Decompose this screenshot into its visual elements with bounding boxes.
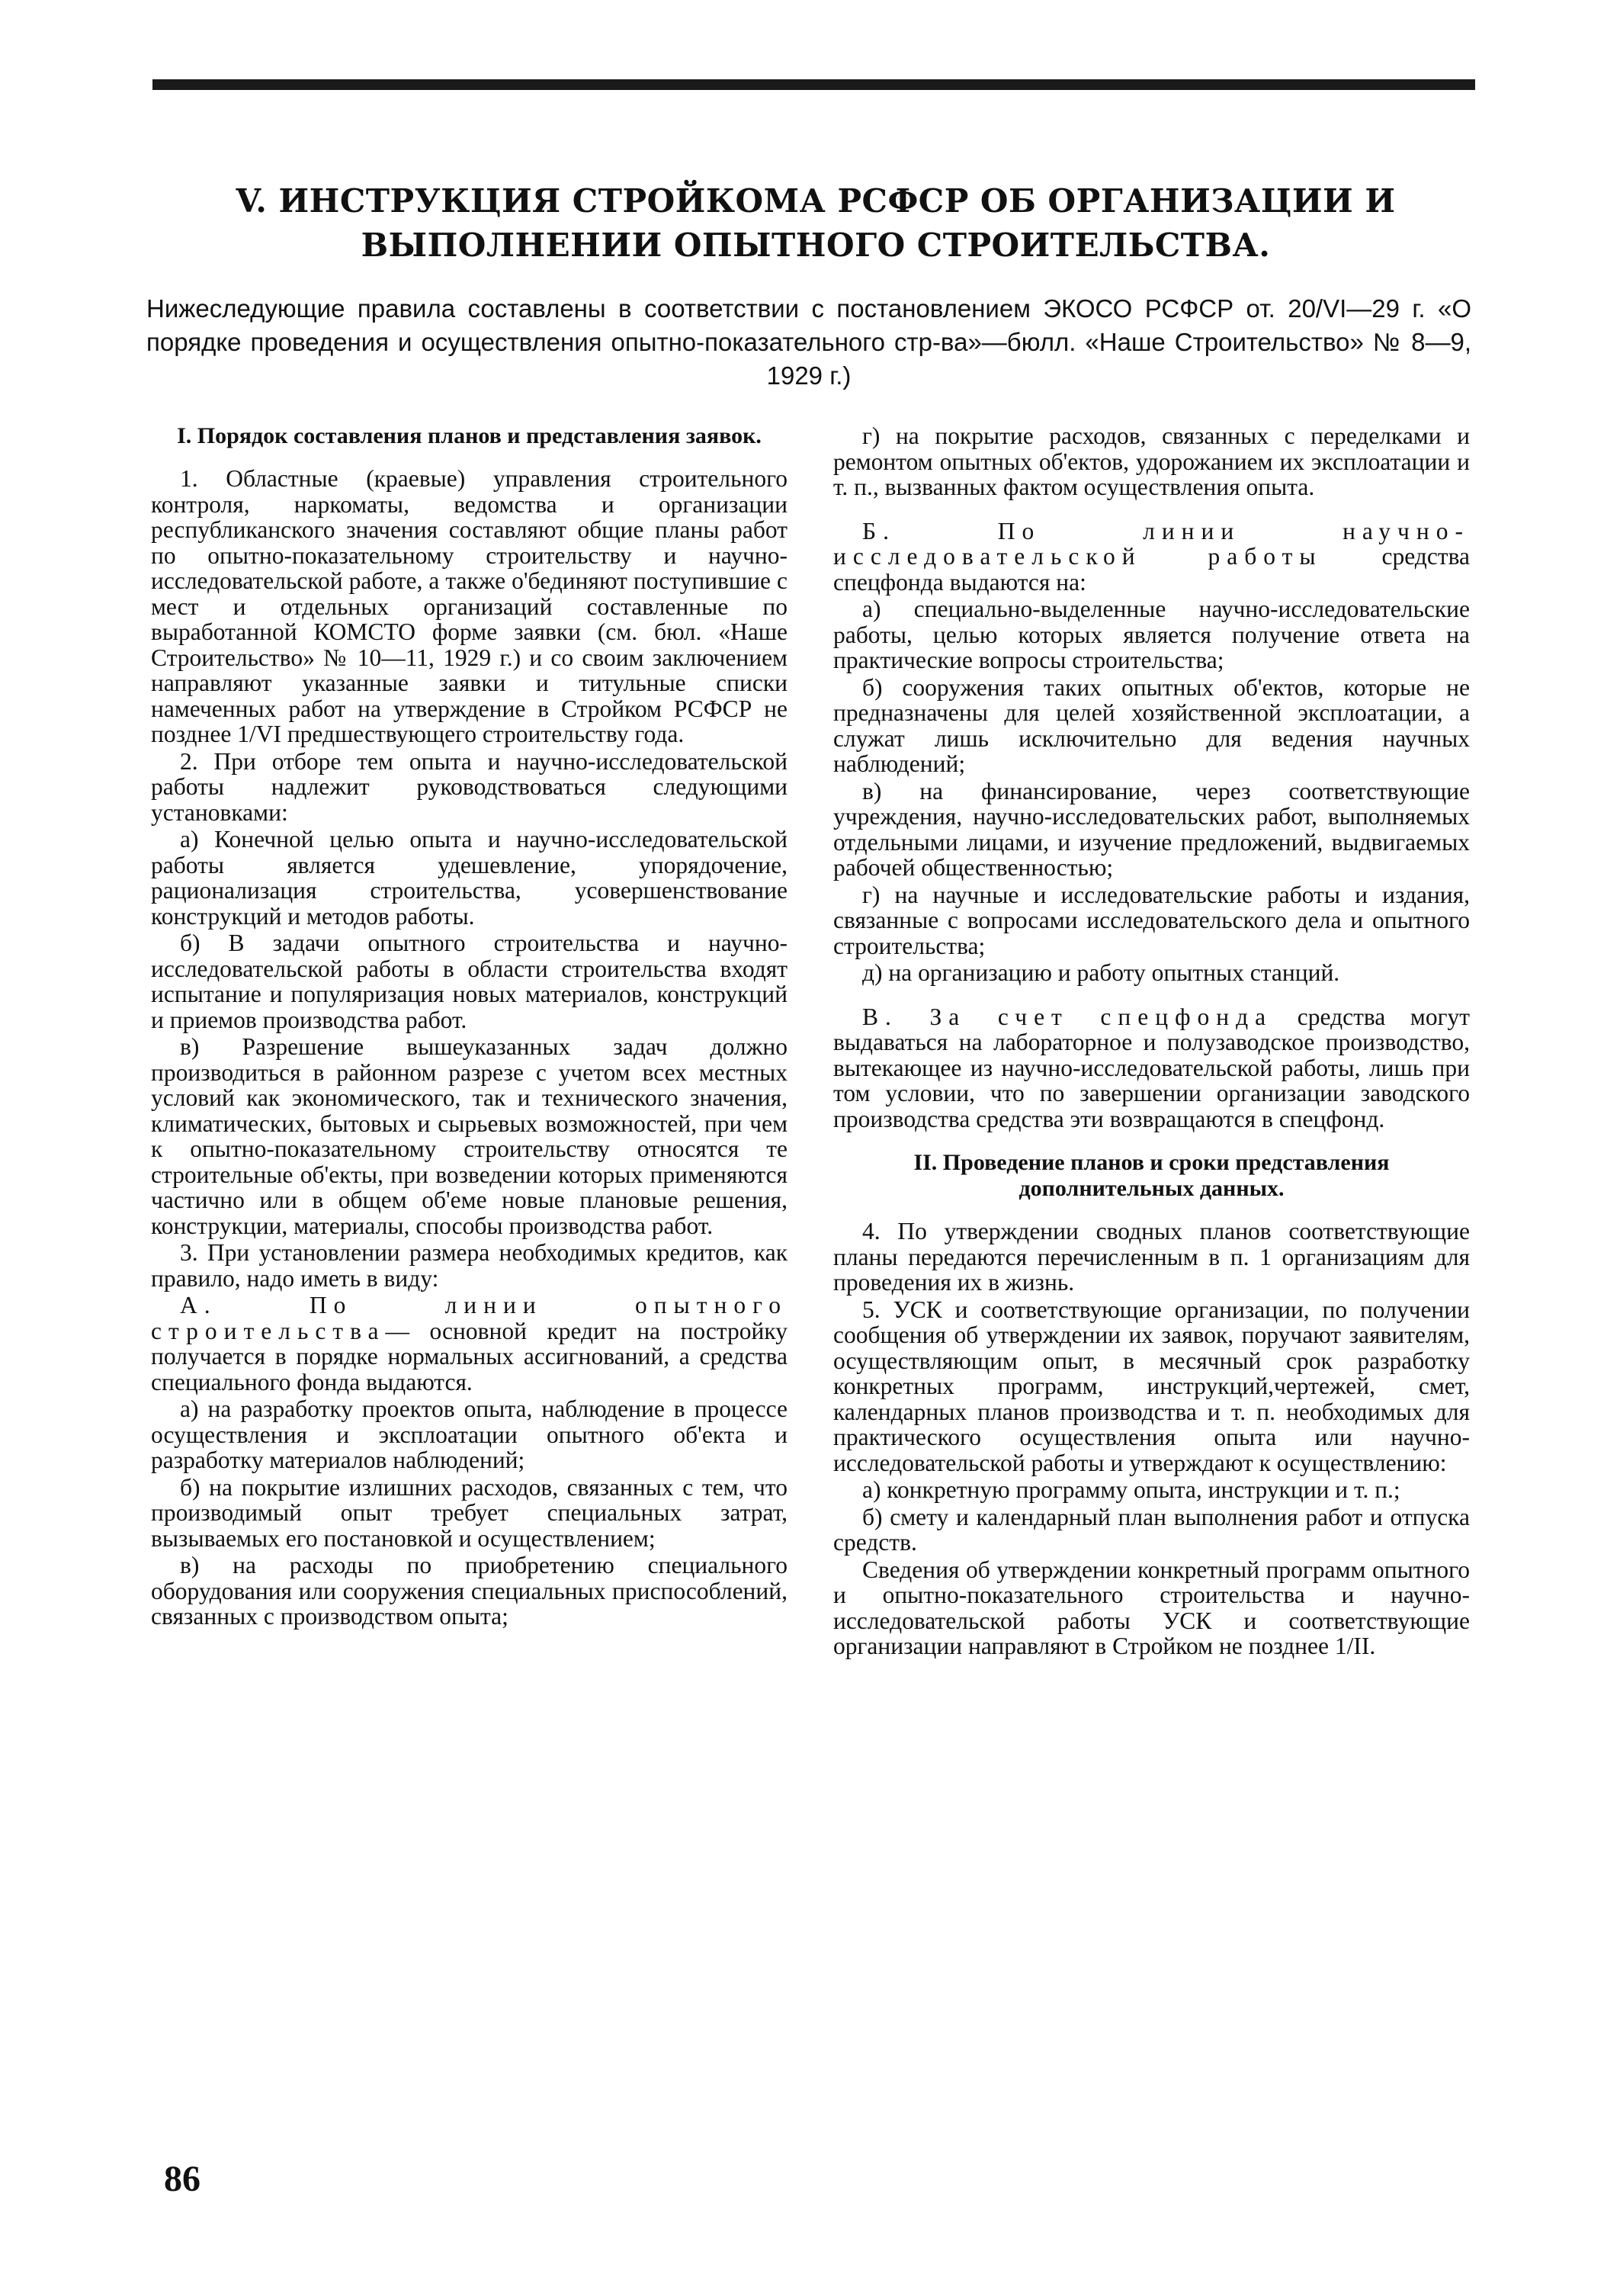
paragraph-V-text: средства могут выдаваться на лабораторное и полузаводское производство, вытекающее из научно-исследовательской работы, лишь при том условии, что по завершении организации заводского производства средства эти возвращаются в спецфонд.	[833, 1003, 1471, 1132]
right-column	[833, 423, 1470, 1661]
paragraph-B	[833, 519, 1470, 596]
paragraph-3a: а) на разработку проектов опыта, наблюдение в процессе осуществления и эксплоатации опытного об'екта и разработку материалов наблюдений;	[151, 1395, 788, 1473]
paragraph-3b: б) на покрытие излишних расходов, связанных с тем, что производимый опыт требует специальных затрат, вызываемых его постановкой и осуществлением;	[151, 1473, 788, 1552]
spaced-heading-A: А. По линии опытного строительства	[151, 1292, 788, 1344]
section-2-heading: II. Проведение планов и сроки представления дополнительных данных.	[913, 1150, 1390, 1201]
paragraph-5b: б) смету и календарный план выполнения работ и отпуска средств.	[833, 1503, 1470, 1556]
top-rule	[152, 79, 1475, 90]
paragraph-5c: Сведения об утверждении конкретный программ опытного и опытно-показательного строительства и научно-исследовательской работы УСК и соответствующие организации направляют в Стройком не позднее 1/II.	[833, 1556, 1470, 1659]
paragraph-B-text: средства спецфонда выдаются на:	[833, 543, 1471, 596]
paragraph-5: 5. УСК и соответствующие организации, по получении сообщения об утверждении их заявок, поручают заявителям, осуществляющим опыт, в месячный срок разработку конкретных программ, инструкций,чертежей, смет, календарных планов производства и т. п. необходимых для практического осуществления опыта или научно-исследовательской работы и утверждают к осуществлению:	[833, 1296, 1470, 1476]
spaced-heading-B: Б. По линии научно-исследовательской работы	[833, 517, 1470, 570]
paragraph-Ba: а) специально-выделенные научно-исследовательские работы, целью которых является получение ответа на практические вопросы строительства;	[833, 596, 1470, 673]
paragraph-2: 2. При отборе тем опыта и научно-исследовательской работы надлежит руководствоваться следующими установками:	[151, 747, 788, 826]
paragraph-5a: а) конкретную программу опыта, инструкции и т. п.;	[862, 1476, 1400, 1503]
paragraph-3g: г) на покрытие расходов, связанных с переделками и ремонтом опытных об'ектов, удорожанием их эксплоатации и т. п., вызванных фактом осуществления опыта.	[833, 422, 1470, 500]
section-1-heading: I. Порядок составления планов и представления заявок.	[177, 423, 762, 448]
paragraph-V	[833, 1004, 1470, 1132]
intro-paragraph: Нижеследующие правила составлены в соответствии с постановлением ЭКОСО РСФСР от. 20/VI—29 г. «О порядке проведения и осуществления опытно-показательного стр-ва»—бюлл. «Наше Строительство» № 8—9, 1929 г.)	[146, 294, 1471, 390]
paragraph-Bv: в) на финансирование, через соответствующие учреждения, научно-исследовательских работ, выполняемых отдельными лицами, и изучение предложений, выдвигаемых рабочей общественностью;	[833, 777, 1470, 881]
paragraph-3A-text: — основной кредит на постройку получается в порядке нормальных ассигнований, а средства специального фонда выдаются.	[151, 1317, 788, 1395]
paragraph-4: 4. По утверждении сводных планов соответствующие планы передаются перечисленным в п. 1 организациям для проведения их в жизнь.	[833, 1218, 1470, 1296]
paragraph-3v: в) на расходы по приобретению специального оборудования или сооружения специальных приспособлений, связанных с производством опыта;	[151, 1552, 788, 1630]
paragraph-3A	[151, 1293, 788, 1395]
paragraph-2b: б) В задачи опытного строительства и научно-исследовательской работы в области строительства входят испытание и популяризация новых материалов, конструкций и приемов производства работ.	[151, 930, 788, 1033]
paragraph-3: 3. При установлении размера необходимых кредитов, как правило, надо иметь в виду:	[151, 1239, 788, 1292]
page-number: 86	[164, 2159, 200, 2199]
paragraph-Bd: д) на организацию и работу опытных станций.	[862, 959, 1340, 986]
paragraph-2c: в) Разрешение вышеуказанных задач должно производиться в районном разрезе с учетом всех местных условий как экономического, так и технического значения, климатических, бытовых и сырьевых возможностей, при чем к опытно-показательному строительству относятся те строительные об'екты, при возведении которых применяются частично или в общем об'еме новые плановые решения, конструкции, материалы, способы производства работ.	[151, 1033, 788, 1239]
left-column	[151, 423, 788, 1631]
paragraph-1: 1. Областные (краевые) управления строительного контроля, наркоматы, ведомства и организации республиканского значения составляют общие планы работ по опытно-показательному строительству и научно-исследовательской работе, а также о'бединяют поступившие с мест и отдельных организаций составленные по выработанной КОМСТО форме заявки (см. бюл. «Наше Строительство» № 10—11, 1929 г.) и со своим заключением направляют указанные заявки и титульные списки намеченных работ на утверждение в Стройком РСФСР не позднее 1/VI предшествующего строительству года.	[151, 465, 788, 747]
spaced-heading-V: В. За счет спецфонда	[862, 1003, 1273, 1030]
paragraph-Bg: г) на научные и исследовательские работы и издания, связанные с вопросами исследовательского дела и опытного строительства;	[833, 881, 1470, 959]
page-title: V. ИНСТРУКЦИЯ СТРОЙКОМА РСФСР ОБ ОРГАНИЗАЦИИ И ВЫПОЛНЕНИИ ОПЫТНОГО СТРОИТЕЛЬСТВА.	[236, 182, 1396, 264]
paragraph-2a: а) Конечной целью опыта и научно-исследовательской работы является удешевление, упорядочение, рационализация строительства, усовершенствование конструкций и методов работы.	[151, 826, 788, 930]
paragraph-Bb: б) сооружения таких опытных об'ектов, которые не предназначены для целей хозяйственной эксплоатации, а служат лишь исключительно для ведения научных наблюдений;	[833, 673, 1470, 777]
